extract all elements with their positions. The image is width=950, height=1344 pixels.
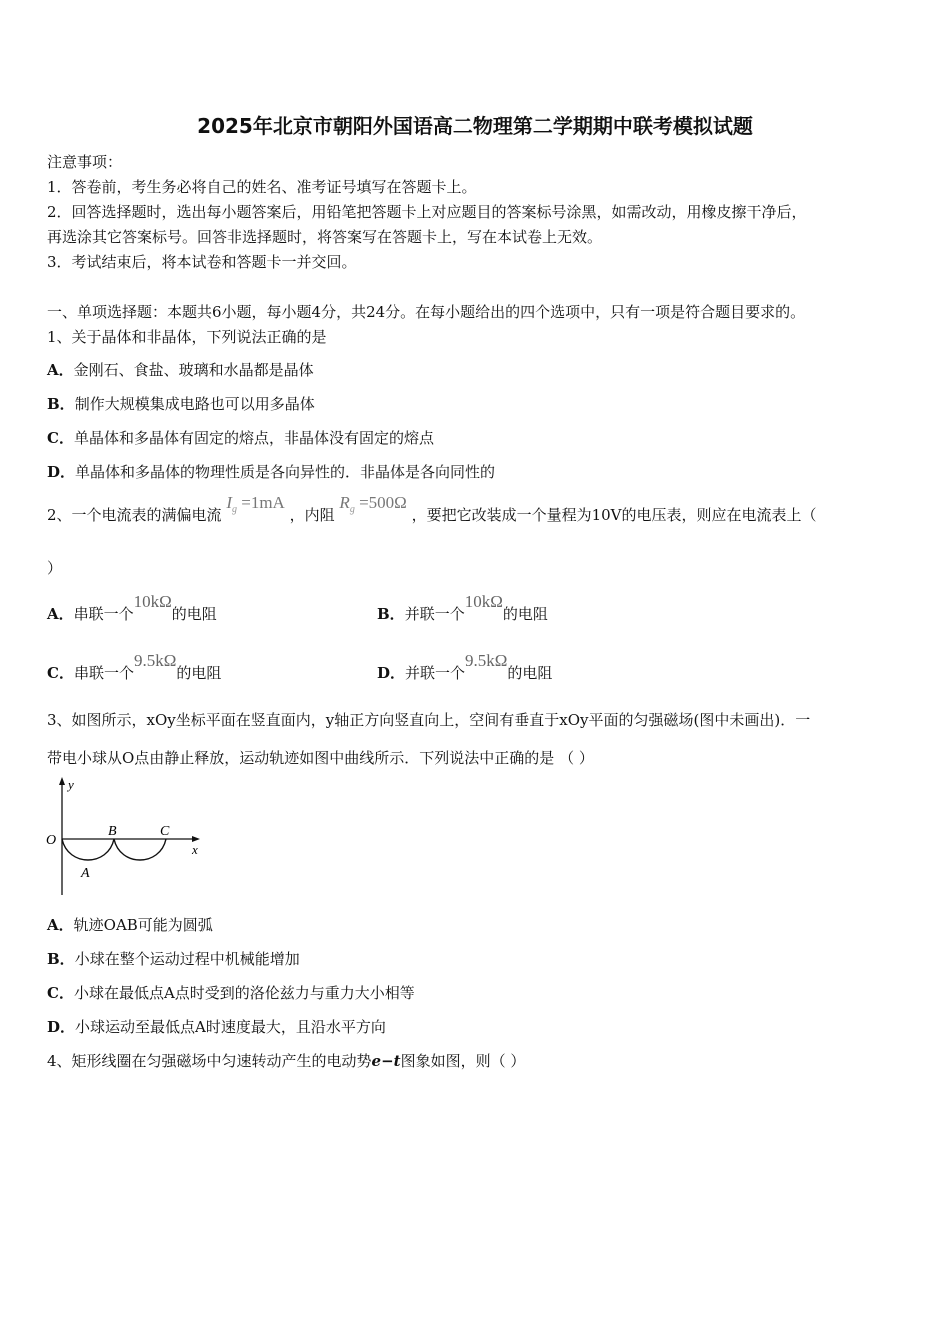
- notice-heading: 注意事项：: [47, 153, 123, 171]
- q3-option-d: [47, 1017, 386, 1037]
- option-text: 小球运动至最低点A时速度最大，且沿水平方向: [75, 1018, 386, 1036]
- formula-subscript: g: [349, 504, 355, 515]
- option-text: 的电阻: [171, 605, 217, 623]
- notice-item: 再选涂其它答案标号。回答非选择题时，将答案写在答题卡上，写在本试卷上无效。: [47, 228, 603, 246]
- page-title: 2025年北京市朝阳外国语高二物理第二学期期中联考模拟试题: [197, 114, 753, 138]
- q4-stem-part: 图象如图，则（ ）: [400, 1052, 526, 1070]
- formula-symbol: R: [339, 493, 350, 512]
- option-text: 串联一个: [73, 605, 134, 623]
- resistance-value: 10kΩ: [464, 592, 503, 611]
- option-label: B．: [377, 605, 405, 623]
- question-1-stem: 1、关于晶体和非晶体，下列说法正确的是: [47, 328, 327, 346]
- axis-label-x: x: [192, 842, 198, 857]
- question-3-stem-cont: 带电小球从O点由静止释放，运动轨迹如图中曲线所示．下列说法中正确的是 （ ）: [47, 749, 594, 767]
- q1-option-d: [47, 462, 495, 482]
- formula-et: e−t: [371, 1052, 401, 1070]
- resistance-value: 10kΩ: [133, 592, 172, 611]
- q2-stem-part: ，要把它改装成一个量程为10V的电压表，则应在电流表上（: [411, 506, 817, 524]
- question-3-stem: 3、如图所示，xOy坐标平面在竖直面内，y轴正方向竖直向上，空间有垂直于xOy平面的匀强磁场(图中未画出)．一: [47, 711, 811, 729]
- option-label: A．: [47, 361, 74, 379]
- trajectory-figure: [44, 775, 204, 897]
- option-text: 串联一个: [73, 664, 134, 682]
- option-label: B．: [47, 395, 75, 413]
- option-label: A．: [47, 916, 74, 934]
- resistance-value: 9.5kΩ: [465, 651, 508, 670]
- q2-stem-part: ，内阻: [289, 506, 335, 524]
- formula-symbol: I: [226, 493, 232, 512]
- option-text: 单晶体和多晶体的物理性质是各向异性的．非晶体是各向同性的: [75, 463, 496, 481]
- option-text: 金刚石、食盐、玻璃和水晶都是晶体: [73, 361, 314, 379]
- q3-option-b: [47, 949, 300, 969]
- option-text: 的电阻: [507, 664, 553, 682]
- option-text: 的电阻: [176, 664, 222, 682]
- q2-option-d: [377, 651, 553, 683]
- q1-option-b: [47, 394, 315, 414]
- option-text: 轨迹OAB可能为圆弧: [73, 916, 213, 934]
- option-label: D．: [377, 664, 406, 682]
- resistance-value: 9.5kΩ: [133, 651, 177, 670]
- y-axis-arrow: [59, 777, 65, 785]
- notice-item: 3．考试结束后，将本试卷和答题卡一并交回。: [47, 253, 357, 271]
- option-label: C．: [47, 429, 74, 447]
- point-label-a: A: [81, 866, 90, 881]
- axis-label-y: y: [68, 777, 74, 792]
- option-label: D．: [47, 1018, 76, 1036]
- option-label: D．: [47, 463, 76, 481]
- point-label-b: B: [108, 824, 117, 839]
- point-label-o: O: [46, 833, 57, 848]
- option-label: A．: [47, 605, 74, 623]
- q2-option-b: [377, 592, 548, 624]
- option-label: C．: [47, 664, 74, 682]
- option-text: 单晶体和多晶体有固定的熔点，非晶体没有固定的熔点: [73, 429, 434, 447]
- formula-value: =500Ω: [359, 493, 407, 512]
- option-text: 的电阻: [502, 605, 548, 623]
- question-4-stem: [47, 1051, 525, 1071]
- option-text: 并联一个: [405, 664, 466, 682]
- trajectory-curve: [62, 839, 166, 860]
- section-heading: 一、单项选择题：本题共6小题，每小题4分，共24分。在每小题给出的四个选项中，只有一项是符合题目要求的。: [47, 303, 806, 321]
- option-text: 小球在整个运动过程中机械能增加: [74, 950, 300, 968]
- option-text: 并联一个: [404, 605, 465, 623]
- option-label: C．: [47, 984, 74, 1002]
- q4-stem-part: 4、矩形线圈在匀强磁场中匀速转动产生的电动势: [47, 1052, 372, 1070]
- formula-rg: [339, 493, 407, 515]
- formula-ig: [226, 493, 285, 515]
- q2-option-a: [47, 592, 217, 624]
- point-label-c: C: [160, 824, 170, 839]
- option-label: B．: [47, 950, 75, 968]
- formula-subscript: g: [232, 504, 237, 515]
- option-text: 小球在最低点A点时受到的洛伦兹力与重力大小相等: [73, 984, 415, 1002]
- q2-option-c: [47, 651, 222, 683]
- q2-stem-end: ）: [47, 559, 63, 577]
- option-text: 制作大规模集成电路也可以用多晶体: [74, 395, 315, 413]
- notice-item: 1．答卷前，考生务必将自己的姓名、准考证号填写在答题卡上。: [47, 178, 477, 196]
- q1-option-c: [47, 428, 434, 448]
- q3-option-c: [47, 983, 415, 1003]
- notice-item: 2．回答选择题时，选出每小题答案后，用铅笔把答题卡上对应题目的答案标号涂黑，如需改动，用橡皮擦干净后，: [47, 203, 807, 221]
- q3-option-a: [47, 915, 213, 935]
- formula-value: =1mA: [241, 493, 285, 512]
- q1-option-a: [47, 360, 314, 380]
- q2-stem-part: 2、一个电流表的满偏电流: [47, 506, 222, 524]
